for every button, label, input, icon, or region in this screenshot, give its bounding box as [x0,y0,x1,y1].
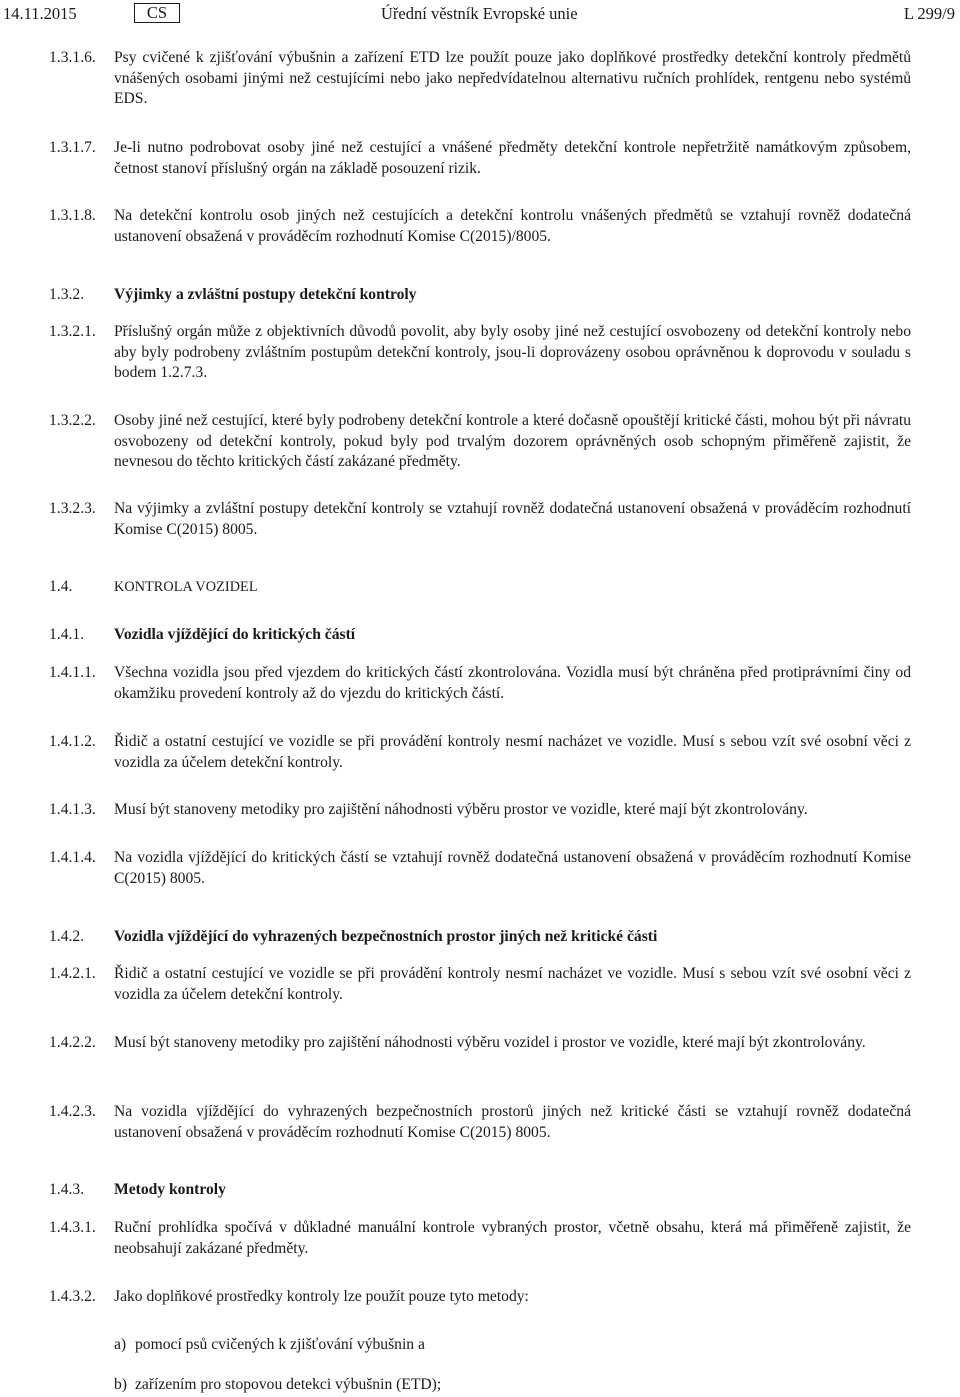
paragraph-1-4-2-1 [49,964,911,1005]
paragraph-number: 1.4.1.1. [49,664,96,681]
section-title: Výjimky a zvláštní postupy detekční kontroly [114,286,417,303]
section-title: Metody kontroly [114,1181,226,1198]
paragraph-number: 1.3.1.7. [49,139,96,156]
publication-date: 14.11.2015 [3,4,77,23]
paragraph-text: Musí být stanoveny metodiky pro zajištění náhodnosti výběru prostor ve vozidle, které mají být zkontrolovány. [114,801,808,818]
list-item-text: pomocí psů cvičených k zjišťování výbušnin a [135,1336,425,1353]
paragraph-number: 1.3.2.1. [49,323,96,340]
paragraph-number: 1.3.2.3. [49,500,96,517]
list-item-label: a) [114,1336,127,1353]
chapter-number: 1.4. [49,578,73,595]
paragraph-1-4-3-2 [49,1287,911,1308]
paragraph-1-4-1-4 [49,848,911,889]
paragraph-1-3-2-2 [49,411,911,473]
paragraph-text: Řidič a ostatní cestující ve vozidle se při provádění kontroly nesmí nacházet ve vozidle. Musí s sebou vzít své osobní věci z vozidla za účelem detekční kontroly. [114,965,911,1003]
page-reference: L 299/9 [903,4,955,23]
paragraph-number: 1.4.2.3. [49,1103,96,1120]
paragraph-1-3-2-1 [49,322,911,384]
paragraph-text: Na detekční kontrolu osob jiných než cestujících a detekční kontrolu vnášených předmětů se vztahují rovněž dodatečná ustanovení obsažená v prováděcím rozhodnutí Komise C(2015)/8005. [114,207,911,245]
paragraph-number: 1.4.3.2. [49,1288,96,1305]
paragraph-text: Všechna vozidla jsou před vjezdem do kritických částí zkontrolována. Vozidla musí být chráněna před protiprávními činy od okamžiku provedení kontroly až do vjezdu do kritických částí. [114,664,911,702]
chapter-title: KONTROLA VOZIDEL [114,579,258,595]
paragraph-number: 1.4.1.4. [49,849,96,866]
paragraph-text: Příslušný orgán může z objektivních důvodů povolit, aby byly osoby jiné než cestující osvobozeny od detekční kontroly nebo aby byly podrobeny zvláštním postupům detekční kontroly, jsou-li doprovázeny osobou oprávněnou k doprovodu v souladu s bodem 1.2.7.3. [114,323,911,381]
paragraph-1-3-2-3 [49,499,911,540]
paragraph-number: 1.3.1.8. [49,207,96,224]
list-item-label: b) [114,1376,127,1393]
page-header [0,0,960,26]
paragraph-text: Na vozidla vjíždějící do kritických částí se vztahují rovněž dodatečná ustanovení obsažená v prováděcím rozhodnutí Komise C(2015) 8005. [114,849,911,887]
paragraph-1-3-1-6 [49,48,911,110]
paragraph-1-4-1-2 [49,732,911,773]
list-item [114,1375,911,1396]
paragraph-number: 1.4.2.1. [49,965,96,982]
section-heading-1-4-1 [49,625,911,646]
paragraph-text: Je-li nutno podrobovat osoby jiné než cestující a vnášené předměty detekční kontrole nepřetržitě namátkovým způsobem, četnost stanoví příslušný orgán na základě posouzení rizik. [114,139,911,177]
section-heading-1-3-2 [49,285,911,306]
paragraph-number: 1.4.1.2. [49,733,96,750]
section-number: 1.4.3. [49,1181,85,1198]
paragraph-number: 1.4.3.1. [49,1219,96,1236]
paragraph-text: Ruční prohlídka spočívá v důkladné manuální kontrole vybraných prostor, včetně obsahu, která má přiměřeně zajistit, že neobsahují zakázané předměty. [114,1219,911,1257]
paragraph-text: Na výjimky a zvláštní postupy detekční kontroly se vztahují rovněž dodatečná ustanovení obsažená v prováděcím rozhodnutí Komise C(2015) 8005. [114,500,911,538]
paragraph-1-4-2-2 [49,1033,911,1054]
list-item [114,1335,911,1356]
chapter-heading-1-4 [49,577,911,598]
list-item-text: zařízením pro stopovou detekci výbušnin (ETD); [135,1376,442,1393]
paragraph-text: Musí být stanoveny metodiky pro zajištění náhodnosti výběru vozidel i prostor ve vozidle, které mají být zkontrolovány. [114,1034,866,1051]
paragraph-1-4-3-1 [49,1218,911,1259]
paragraph-1-4-1-3 [49,800,911,821]
section-heading-1-4-2 [49,927,911,948]
paragraph-1-4-1-1 [49,663,911,704]
paragraph-1-4-2-3 [49,1102,911,1143]
paragraph-text: Psy cvičené k zjišťování výbušnin a zařízení ETD lze použít pouze jako doplňkové prostředky detekční kontroly předmětů vnášených osobami jinými než cestujícími nebo jako nepředvídatelnou alternativu ručních prohlídek, rentgenu nebo systémů EDS. [114,49,911,107]
paragraph-text: Osoby jiné než cestující, které byly podrobeny detekční kontrole a které dočasně opouštějí kritické části, mohou být při návratu osvobozeny od detekční kontroly, pokud byly pod trvalým dozorem oprávněných osob schopným přiměřeně zajistit, že nevnesou do těchto kritických částí zakázané předměty. [114,412,911,470]
paragraph-number: 1.3.2.2. [49,412,96,429]
paragraph-number: 1.4.2.2. [49,1034,96,1051]
language-code-box: CS [134,3,180,23]
section-title: Vozidla vjíždějící do vyhrazených bezpečnostních prostor jiných než kritické části [114,928,658,945]
section-title: Vozidla vjíždějící do kritických částí [114,626,356,643]
journal-title: Úřední věstník Evropské unie [381,4,578,23]
paragraph-1-3-1-7 [49,138,911,179]
paragraph-number: 1.3.1.6. [49,49,96,66]
paragraph-number: 1.4.1.3. [49,801,96,818]
paragraph-text: Na vozidla vjíždějící do vyhrazených bezpečnostních prostorů jiných než kritické části se vztahují rovněž dodatečná ustanovení obsažená v prováděcím rozhodnutí Komise C(2015) 8005. [114,1103,911,1141]
paragraph-text: Řidič a ostatní cestující ve vozidle se při provádění kontroly nesmí nacházet ve vozidle. Musí s sebou vzít své osobní věci z vozidla za účelem detekční kontroly. [114,733,911,771]
section-heading-1-4-3 [49,1180,911,1201]
section-number: 1.3.2. [49,286,85,303]
section-number: 1.4.1. [49,626,85,643]
paragraph-1-3-1-8 [49,206,911,247]
section-number: 1.4.2. [49,928,85,945]
paragraph-text: Jako doplňkové prostředky kontroly lze použít pouze tyto metody: [114,1288,529,1305]
